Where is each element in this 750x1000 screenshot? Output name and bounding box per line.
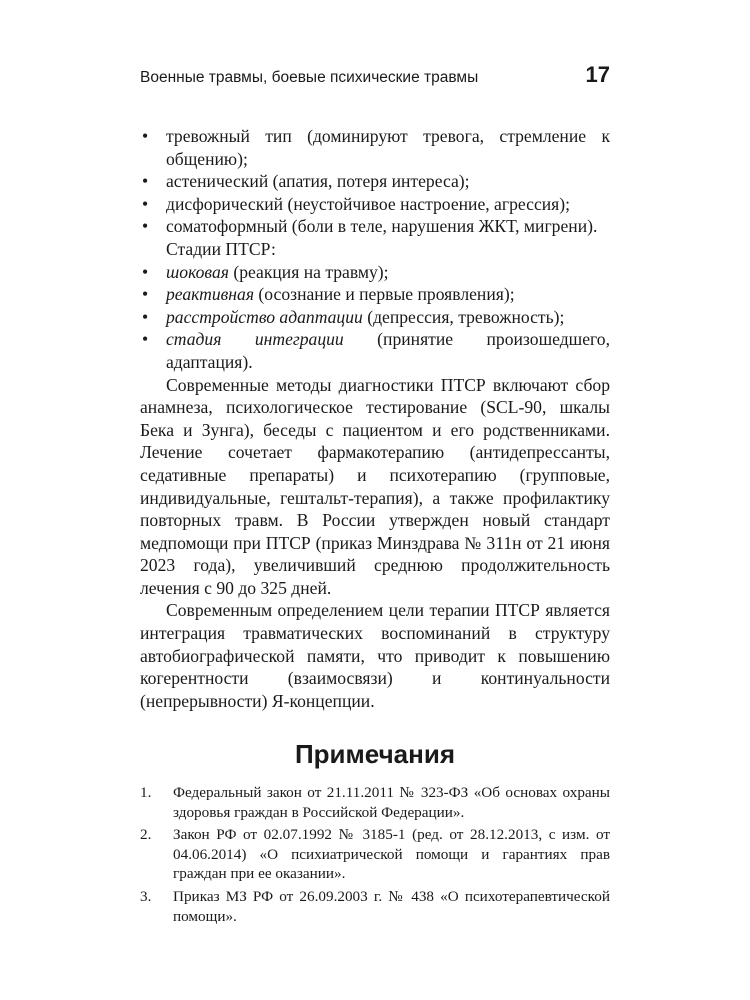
stage-term: расстройство адаптации: [166, 306, 363, 327]
stage-description: (принятие произошедшего, адаптация).: [166, 329, 610, 372]
notes-list: [140, 783, 610, 926]
stages-heading: Стадии ПТСР:: [166, 238, 276, 259]
note-text: Федеральный закон от 21.11.2011 № 323-ФЗ «Об основах охраны здоровья граждан в Российской Федерации».: [173, 784, 610, 821]
list-item: [140, 283, 610, 306]
stage-term: шоковая: [166, 261, 229, 282]
note-item: [140, 783, 610, 822]
list-item: [140, 261, 610, 284]
running-title: Военные травмы, боевые психические травмы: [140, 69, 479, 86]
stage-term: реактивная: [166, 284, 255, 305]
body-paragraph: Современным определением цели терапии ПТСР является интеграция травматических воспоминаний в структуру автобиографической памяти, что приводит к повышению когерентности (взаимосвязи) и континуальности (непрерывности) Я-концепции.: [140, 600, 610, 711]
note-number: 3.: [140, 888, 152, 905]
note-item: [140, 825, 610, 884]
page-number: 17: [585, 62, 610, 87]
stage-description: (осознание и первые проявления);: [254, 284, 515, 305]
page-header: [140, 62, 610, 88]
note-text: Закон РФ от 02.07.1992 № 3185-1 (ред. от 28.12.2013, с изм. от 04.06.2014) «О психиатрической помощи и гарантиях прав граждан при ее оказании».: [173, 826, 610, 883]
list-item: [140, 306, 610, 329]
note-number: 1.: [140, 784, 152, 802]
note-item: [140, 887, 610, 926]
ptsd-types-list: [140, 125, 610, 238]
page-body: [140, 125, 610, 929]
notes-heading: Примечания: [294, 739, 455, 770]
body-paragraph: Современные методы диагностики ПТСР включают сбор анамнеза, психологическое тестирование (SCL-90, шкалы Бека и Зунга), беседы с пациентом и его родственниками. Лечение сочетает фармакотерапию (антидепрессанты, седативные препараты) и психотерапию (групповые, индивидуальные, гештальт-терапия), а также профилактику повторных травм. В России утвержден новый стандарт медпомощи при ПТСР (приказ Минздрава № 311н от 21 июня 2023 года), увеличивший среднюю продолжительность лечения с 90 до 325 дней.: [140, 374, 610, 598]
note-number: 2.: [140, 826, 152, 844]
list-item: • дисфорический (неустойчивое настроение, агрессия);: [140, 193, 610, 216]
ptsd-stages-list: [140, 261, 610, 374]
stage-term: стадия интеграции: [166, 329, 344, 350]
list-item: • тревожный тип (доминируют тревога, стремление к общению);: [140, 125, 610, 170]
list-item: • астенический (апатия, потеря интереса);: [140, 170, 610, 193]
stage-description: (депрессия, тревожность);: [362, 306, 565, 327]
list-item: • соматоформный (боли в теле, нарушения ЖКТ, мигрени).: [140, 215, 610, 238]
stage-description: (реакция на травму);: [228, 261, 389, 282]
list-item: [140, 328, 610, 373]
note-text: Приказ МЗ РФ от 26.09.2003 г. № 438 «О психотерапевтической помощи».: [173, 888, 610, 925]
